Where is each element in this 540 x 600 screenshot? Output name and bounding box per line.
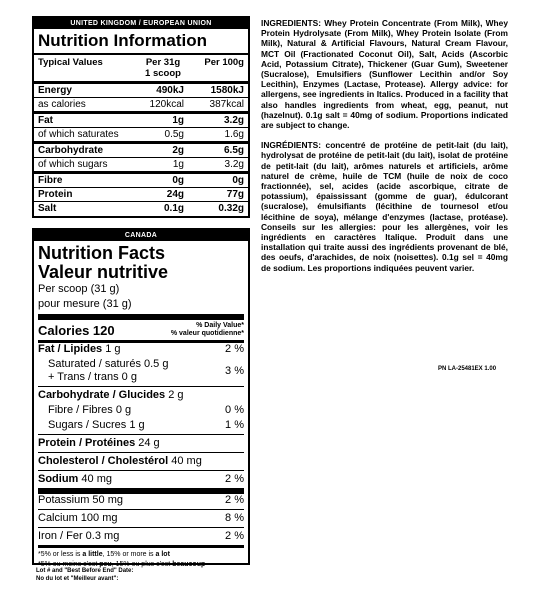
dv-en: % Daily Value* — [196, 322, 244, 329]
canada-header-bar: CANADA — [34, 230, 248, 241]
iron-row — [38, 527, 244, 545]
sugars-row — [38, 419, 244, 434]
per-serving-value: 490kJ — [156, 85, 184, 96]
footnote-fr-beaucoup: beaucoup — [172, 561, 206, 568]
nutrition-facts-title: Nutrition Facts — [38, 243, 166, 263]
per-serving-value: 120kcal — [149, 99, 184, 110]
uk-nutrient-row — [34, 111, 248, 127]
per-serving-value: 2g — [172, 145, 184, 156]
nutrient-label: Fibre — [38, 175, 63, 186]
per-serving-value: 1g — [172, 115, 184, 126]
calories-row — [38, 320, 244, 340]
per-100g-value: 0g — [232, 175, 244, 186]
ingredients-en: INGREDIENTS: Whey Protein Concentrate (From Milk), Whey Protein Hydrolysate (From Milk), Whey Protein Isolate (From Milk), Natural & Artificial Flavours, Natural Cream Flavour, MCT Oil (Fractionated Coconut Oil), Salt, Acids (Ascorbic Acid, Potassium Citrate), Thickener (Guar Gum), Sweetener (Sucralose), Emulsifiers (Sunflower Lecithin and/or Soy Lecithin), Enzymes (Lactase, Protease). Allergy advice: for allergens, see ingredients in Italics. Produced in a facility that also handles ingredients from wheat, egg, peanut, nut (hazelnut). 0.1g salt = 40mg of sodium. Proportions indicated are subject to change. — [261, 18, 508, 131]
typical-values-label: Typical Values — [38, 57, 103, 68]
iron-pct: 2 % — [225, 530, 244, 542]
lot-line-en: Lot # and "Best Before End" Date: — [36, 568, 134, 574]
uk-nutrient-row — [34, 171, 248, 187]
ingredients-block — [261, 18, 508, 283]
sodium-pct: 2 % — [225, 473, 244, 485]
footnote-en-lot: a lot — [155, 551, 170, 558]
valeur-nutritive-title: Valeur nutritive — [38, 262, 169, 282]
ingredients-fr: INGRÉDIENTS: concentré de protéine de petit-lait (du lait), hydrolysat de protéine de petit-lait (du lait), isolat de protéine de petit-lait (du lait), arômes naturels et artificiels, arôme naturel de crème, huile de TCM (huile de noix de coco fractionnée), sel, acides (acide ascorbique, citrate de potassium), épaississant (gomme de guar), édulcorant (sucralose), émulsifiants (lécithine de tournesol et/ou lécithine de soya), mélange d'enzymes (lactase, protéase). Conseils sur les allergies: pour les allergènes, voir les ingrédients en caractères Italique. Produit dans une installation qui traite aussi des ingrédients provenant de blé, des oeufs, d'arachides, de noix (noisettes). 0.1g sel = 40mg de sodium. Les proportions indiquées peuvent varier. — [261, 140, 508, 273]
per-serving-value: 0.1g — [163, 203, 184, 214]
dv-fr: % valeur quotidienne* — [170, 330, 244, 337]
cholesterol-label: Cholesterol / Cholestérol — [38, 455, 169, 467]
nutrient-label: Carbohydrate — [38, 145, 104, 156]
per-100g-value: 3.2g — [223, 115, 244, 126]
cholesterol-value: 40 mg — [171, 455, 202, 467]
per-serving-header-line1: Per 31g — [145, 57, 181, 68]
per-serving-value: 0g — [172, 175, 184, 186]
fat-pct: 2 % — [225, 343, 244, 355]
potassium-pct: 2 % — [225, 494, 244, 506]
trans-label: + Trans / trans 0 g — [48, 371, 137, 383]
uk-nutrient-row — [34, 97, 248, 111]
potassium-row — [38, 494, 244, 509]
cholesterol-row — [38, 452, 244, 470]
sodium-value: 40 mg — [81, 473, 112, 485]
saturated-label: Saturated / saturés 0.5 g — [48, 358, 169, 370]
footnote-en-little: a little — [82, 551, 103, 558]
part-number: PN LA-25481EX 1.00 — [438, 366, 497, 372]
uk-column-headers — [34, 55, 248, 84]
uk-rows — [34, 84, 248, 215]
uk-nutrient-row — [34, 84, 248, 97]
iron-label: Iron / Fer 0.3 mg — [38, 530, 120, 542]
nutrient-label: Fat — [38, 115, 53, 126]
nutrient-label: Energy — [38, 85, 72, 96]
fat-label: Fat / Lipides — [38, 343, 103, 355]
calcium-row — [38, 509, 244, 527]
footnote-en-text2: , 15% or more is — [102, 551, 156, 558]
sugars-pct: 1 % — [225, 419, 244, 431]
footnote-en-text: *5% or less is — [38, 551, 83, 558]
fibre-label: Fibre / Fibres 0 g — [48, 404, 132, 416]
per-serving-header — [132, 57, 194, 79]
sodium-label: Sodium — [38, 473, 79, 485]
per-100g-value: 387kcal — [209, 99, 244, 110]
calories-label: Calories 120 — [38, 322, 115, 338]
protein-label: Protein / Protéines — [38, 437, 136, 449]
nutrient-label: Salt — [38, 203, 57, 214]
uk-nutrition-panel — [32, 16, 250, 218]
nutrient-label: as calories — [38, 99, 86, 110]
uk-header-bar: UNITED KINGDOM / EUROPEAN UNION — [34, 18, 248, 29]
nutrient-label: of which sugars — [38, 159, 108, 170]
per-serving-value: 24g — [166, 189, 184, 200]
footnote-fr-text: *5% ou moins c'est — [38, 561, 100, 568]
potassium-label: Potassium 50 mg — [38, 494, 123, 506]
per-100g-value: 1580kJ — [210, 85, 244, 96]
footnote-fr-text2: , 15% ou plus c'est — [111, 561, 173, 568]
serving-size-fr: pour mesure (31 g) — [38, 298, 132, 310]
footnote-en — [38, 551, 170, 558]
sugars-label: Sugars / Sucres 1 g — [48, 419, 145, 431]
uk-nutrient-row — [34, 157, 248, 171]
per-100g-value: 0.32g — [218, 203, 244, 214]
footnote-fr-peu: peu — [99, 561, 112, 568]
uk-nutrient-row — [34, 201, 248, 215]
lot-line-fr: No du lot et "Meilleur avant": — [36, 576, 119, 582]
protein-value: 24 g — [138, 437, 160, 449]
per-serving-value: 0.5g — [164, 129, 184, 140]
per-100g-value: 77g — [226, 189, 244, 200]
saturated-pct: 3 % — [225, 364, 244, 377]
per-serving-value: 1g — [172, 159, 184, 170]
canada-nutrition-panel — [32, 228, 250, 568]
saturated-trans-row — [38, 358, 244, 386]
per-100g-value: 1.6g — [224, 129, 244, 140]
carb-value: 2 g — [168, 389, 184, 401]
uk-title: Nutrition Information — [34, 29, 248, 55]
uk-nutrient-row — [34, 187, 248, 201]
uk-nutrient-row — [34, 127, 248, 141]
per-100g-value: 6.5g — [223, 145, 244, 156]
nutrient-label: Protein — [38, 189, 73, 200]
per-100g-header: Per 100g — [204, 57, 244, 68]
per-serving-header-line2: 1 scoop — [145, 68, 181, 79]
carbohydrate-row — [38, 386, 244, 404]
fat-value: 1 g — [105, 343, 121, 355]
calcium-label: Calcium 100 mg — [38, 512, 118, 524]
serving-size-en: Per scoop (31 g) — [38, 283, 120, 295]
uk-nutrient-row — [34, 141, 248, 157]
fibre-row — [38, 404, 244, 419]
carb-label: Carbohydrate / Glucides — [38, 389, 166, 401]
nutrient-label: of which saturates — [38, 129, 119, 140]
fat-row — [38, 343, 244, 358]
sodium-row — [38, 470, 244, 488]
calcium-pct: 8 % — [225, 512, 244, 524]
fibre-pct: 0 % — [225, 404, 244, 416]
daily-value-header — [171, 322, 244, 338]
lot-info — [36, 567, 133, 583]
protein-row — [38, 434, 244, 452]
per-100g-value: 3.2g — [224, 159, 244, 170]
